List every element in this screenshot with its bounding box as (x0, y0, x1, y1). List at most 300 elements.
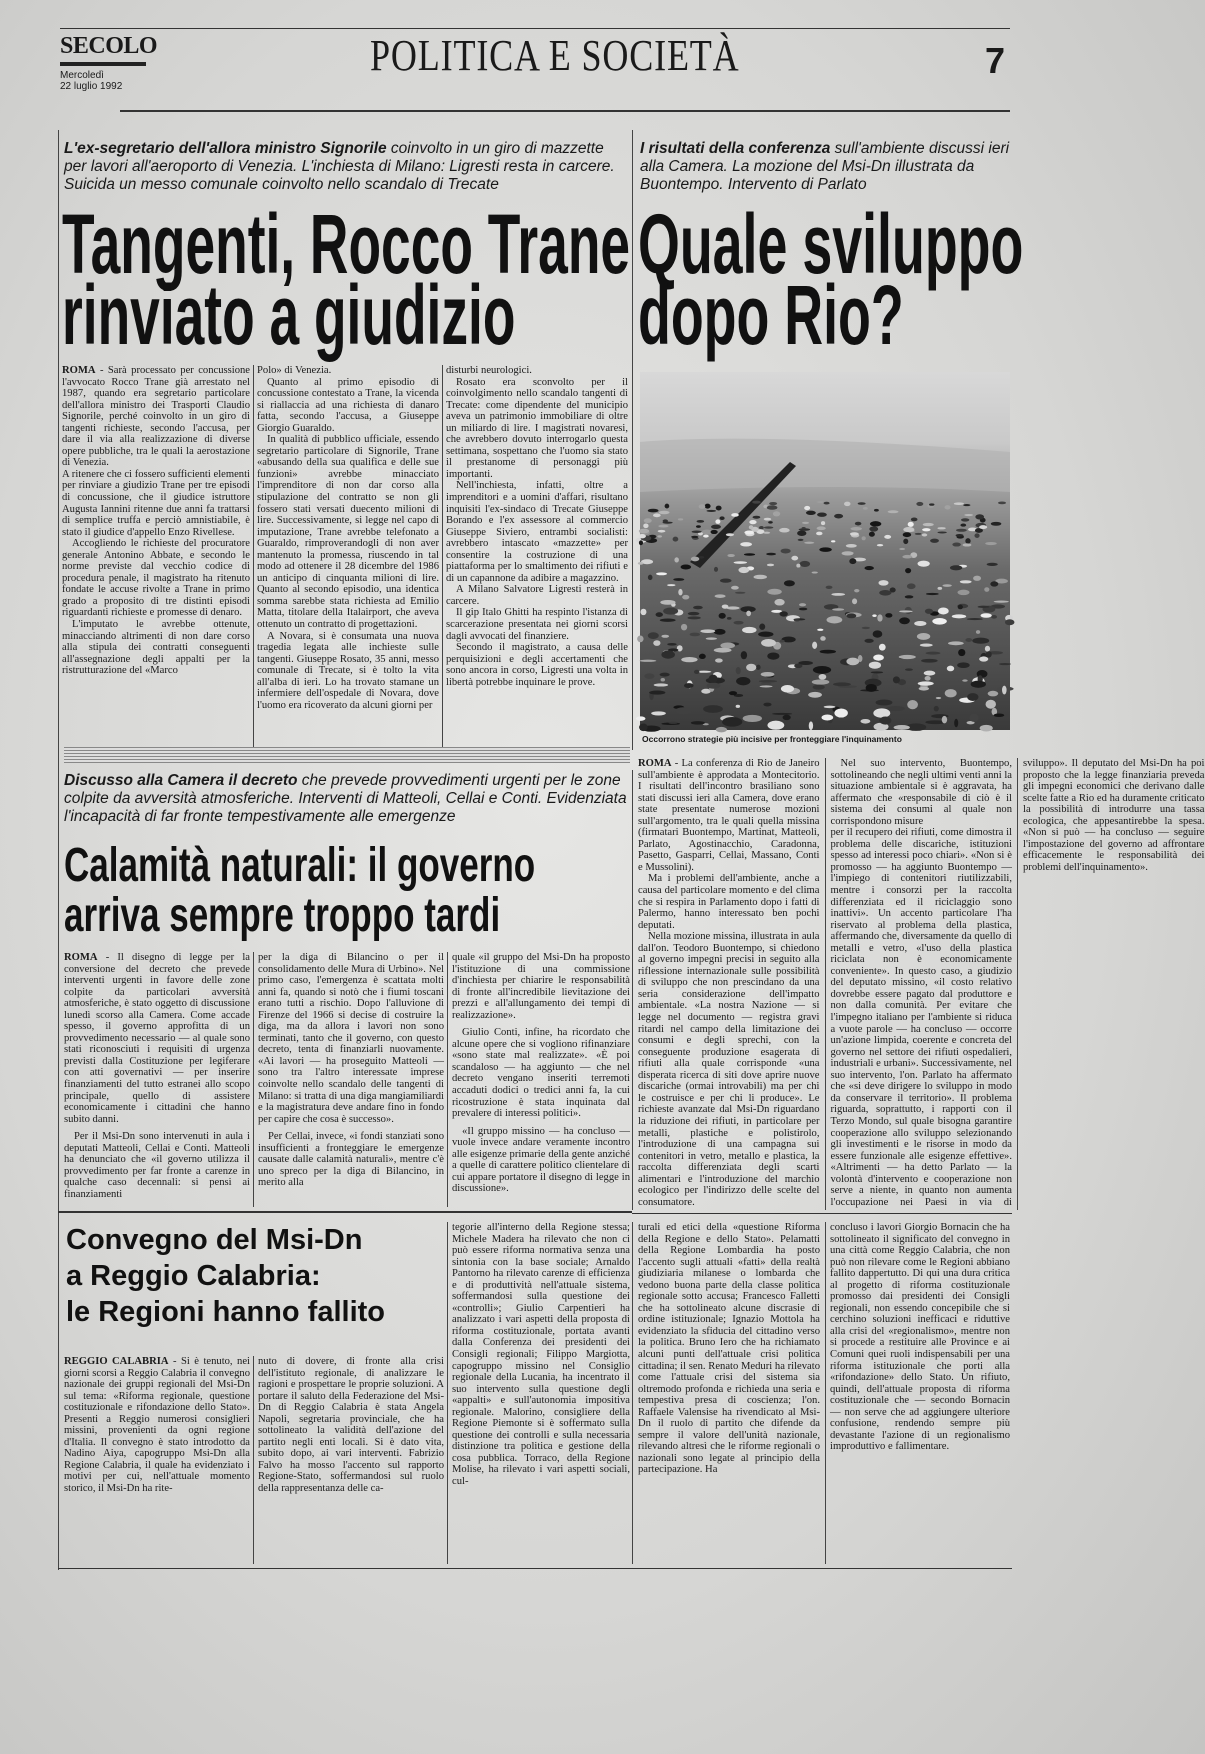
debris-mark (978, 606, 990, 608)
debris-mark (654, 683, 668, 686)
article-trane-headline-2: rinviato a giudizio (62, 268, 516, 362)
section-title: POLITICA E SOCIETÀ (370, 31, 740, 80)
debris-mark (705, 504, 711, 509)
debris-mark (917, 633, 930, 640)
debris-mark (826, 586, 833, 589)
debris-mark (722, 605, 729, 609)
debris-mark (759, 680, 777, 682)
debris-mark (958, 649, 965, 656)
debris-mark (752, 501, 761, 504)
debris-mark (720, 643, 735, 649)
debris-mark (922, 533, 928, 536)
debris-mark (905, 568, 911, 573)
section-stripe-band (64, 747, 630, 763)
debris-mark (746, 611, 751, 617)
debris-mark (663, 608, 678, 615)
debris-mark (936, 697, 941, 699)
debris-mark (999, 663, 1011, 665)
debris-mark (979, 525, 987, 529)
debris-mark (684, 683, 694, 688)
debris-mark (767, 589, 781, 595)
article-rio-para: Ma i problemi dell'ambiente, anche a causa del particolare momento e del clima che si respira in Parlamento dopo i fatti di Palermo, hanno interessato ben pochi deputati. (638, 873, 820, 931)
debris-mark (854, 589, 859, 592)
debris-mark (738, 567, 749, 573)
newspaper-logo: SECOLO (60, 33, 158, 59)
debris-mark (804, 542, 814, 544)
debris-mark (764, 526, 774, 528)
debris-mark (706, 510, 716, 512)
debris-mark (905, 595, 914, 598)
debris-mark (736, 667, 741, 674)
calamita-bottom-rule (58, 1211, 632, 1213)
debris-mark (842, 551, 854, 555)
debris-mark (703, 705, 723, 713)
debris-mark (855, 522, 861, 526)
debris-mark (932, 618, 947, 625)
debris-mark (696, 525, 701, 528)
debris-mark (714, 567, 718, 572)
debris-mark (763, 532, 770, 534)
article-calamita-headline-1: Calamità naturali: il governo (64, 839, 536, 892)
debris-mark (812, 642, 817, 649)
debris-mark (758, 632, 773, 637)
debris-mark (802, 527, 806, 529)
debris-mark (706, 637, 717, 640)
debris-mark (915, 533, 922, 535)
debris-mark (660, 619, 676, 622)
debris-mark (965, 638, 972, 642)
debris-mark (674, 557, 679, 562)
debris-mark (761, 672, 775, 677)
debris-mark (832, 608, 844, 611)
debris-mark (873, 708, 890, 718)
article-calamita-col-1: ROMA - Il disegno di legge per la conversione del decreto che prevede interventi urgenti in favore delle zone colpite da particolari avversità atmosferiche, è stato oggetto di discussione lunedì scorso alla Camera. Come accade spesso, il governo approfitta di un provvedimento necessario — al quale sono stati riconosciuti i requisiti di urgenza previsti dalla Costituzione per legiferare con atti governativi — per inserire finanziamenti del tutto estranei allo scopo principale, quello di assistere economicamente i cittadini che hanno subito danni. Per il Msi-Dn sono intervenuti in aula i deputati Matteoli, Cellai e Conti. Matteoli ha denunciato che «il governo utilizza il provvedimento per far fronte a carenze in qualche caso decennali: si pensi ai finanziamenti (64, 952, 250, 1200)
article-convegno-col-1: REGGIO CALABRIA - Si è tenuto, nei giorni scorsi a Reggio Calabria il convegno nazionale dei gruppi regionali del Msi-Dn sul tema: «Riforma regionale, questione costituzionale e rifondazione dello Stato». Presenti a Reggio numerosi consiglieri missini, provenienti da ogni regione d'Italia. Il convegno è stato introdotto da Nadino Aiya, capogruppo Msi-Dn alla Regione Calabria, il quale ha evidenziato i motivi per cui, nell'attuale momento storico, il Msi-Dn ha rite- (64, 1356, 250, 1495)
debris-mark (988, 691, 999, 697)
debris-mark (643, 523, 648, 528)
debris-mark (714, 629, 726, 635)
debris-mark (767, 564, 774, 567)
column-rule (442, 365, 443, 747)
debris-mark (973, 576, 981, 581)
debris-mark (903, 539, 908, 544)
debris-mark (817, 629, 823, 631)
debris-mark (653, 640, 660, 646)
debris-mark (850, 532, 859, 535)
debris-mark (816, 532, 822, 536)
debris-mark (846, 544, 857, 548)
debris-mark (987, 563, 998, 566)
debris-mark (649, 691, 665, 695)
debris-mark (948, 641, 964, 645)
debris-mark (871, 671, 883, 673)
debris-mark (688, 616, 701, 619)
debris-mark (963, 543, 972, 546)
debris-mark (993, 713, 1004, 716)
debris-mark (726, 533, 734, 536)
debris-mark (844, 502, 850, 507)
debris-mark (764, 518, 772, 521)
debris-mark (714, 648, 732, 653)
debris-mark (886, 706, 905, 711)
debris-mark (821, 521, 825, 525)
article-convegno-col-4: turali ed etici della «questione Riforma della Regione e dello Stato». Pelamatti della Regione Lombardia ha posto l'accento sugli attuali «fatti» della realtà giudiziaria milanese o lombarda che vedono buona parte della classe politica regionale sotto accusa; Francesco Falletti che ha sottolineato alcune discrasie di ordine istituzionale; Ignazio Mottola ha evidenziato la sfiducia del cittadino verso la politica. Bruno Iero che ha richiamato alcuni punti dell'attuale crisi politica cittadina; il sen. Renato Meduri ha rilevato come l'attuale crisi del sistema sia oltremodo profonda e richieda una seria e tempestiva presa di coscienza; l'on. Raffaele Valensise ha rivendicato al Msi-Dn il ruolo di partito che difende da sempre il valore dell'unità nazionale, rilevando altresì che le riforme regionali o nazionali sono legate al principio della partecipazione. Ha (638, 1222, 820, 1476)
debris-mark (639, 660, 656, 662)
debris-mark (831, 540, 835, 542)
debris-mark (743, 715, 762, 722)
article-rio-para: per il recupero dei rifiuti, come dimostra il problema delle discariche, istituzioni spesso ad interessi poco chiari». «Non si è promosso — ha aggiunto Buontempo — l'impiego di contenitori riutilizzabili, mentre i consorzi per la raccolta differenziata ed il riciclaggio sono inattivi». Un accento particolare l'ha riservato al problema della plastica, affermando che, diversamente da quello di metalli e vetro, «l'uso della plastica riciclata non è economicamente conveniente». In questo caso, a giudizio del deputato missino, «il costo relativo dovrebbe essere pagato dal produttore e non dalla comunità. Per evitare che l'impegno italiano per l'ambiente si riduca a vuote parole — ha concluso — occorre un'azione limpida, coerente e concreta del governo nel settore dei rifiuti ospedalieri, industriali e urbani». Successivamente, nel suo intervento, l'on. Parlato ha affermato che «si deve dirigere lo sviluppo in modo da conservare il territorio». Il problema riguarda, soprattutto, i rapporti con il Terzo Mondo, sul quale bisogna garantire cooperazione allo sviluppo selezionando gli investimenti e le risorse in modo da essere funzionale alle esigenze effettive». «Altrimenti — ha detto Parlato — la volontà d'intervento e cooperazione non serve a niente, in quanto non aumenta l'occupazione nei Paesi in via di sviluppo». Il deputato del Msi-Dn ha poi proposto che la legge finanziaria preveda gli impegni economici che derivano dalle scelte fatte a Rio ed ha duramente criticato la possibilità di introdurre una tassa ecologica, che appesantirebbe la spesa. «Non si può — ha concluso — seguire l'impostazione del governo ad affrontare efficacemente le responsabilità dei problemi dell'inquinamento». (830, 758, 1205, 1208)
debris-mark (744, 553, 755, 556)
article-calamita-headline-2: arriva sempre troppo tardi (64, 889, 501, 942)
debris-mark (744, 530, 754, 534)
debris-mark (950, 565, 962, 570)
debris-mark (802, 522, 809, 524)
debris-mark (979, 656, 988, 661)
debris-mark (833, 682, 851, 686)
debris-mark (700, 629, 715, 633)
debris-mark (694, 670, 700, 674)
debris-mark (980, 613, 991, 618)
debris-mark (869, 662, 881, 669)
page-bottom-rule (58, 1568, 1012, 1569)
debris-mark (719, 613, 726, 619)
debris-mark (813, 685, 825, 690)
debris-mark (673, 537, 679, 542)
article-convegno-col-3: tegorie all'interno della Regione stessa; Michele Madera ha rilevato che non ci può essere riforma normativa senza una sintonia con la base sociale; Arnaldo Pantorno ha rilevato carenze di efficienza e di produttività nell'attuale sistema, soffermandosi sulla questione dei «controlli»; Giulio Carpentieri ha analizzato i vari aspetti della proposta di riforma costituzionale, portata avanti dalla Conferenza dei presidenti dei Consigli regionali; Filippo Margiotta, capogruppo missino nel Consiglio regionale della Lucania, ha incentrato il suo intervento sulla questione degli «appalti» e sull'autonomia impositiva regionale. Malorino, consigliere della Regione Piemonte si è soffermato sulla questione dei controlli e sulla necessaria distinzione tra politica e gestione della cosa pubblica. Torraco, della Regione Molise, ha rilevato i vari aspetti sociali, cul- (452, 1222, 630, 1488)
debris-mark (876, 699, 893, 705)
debris-mark (681, 624, 687, 631)
debris-mark (885, 613, 892, 617)
debris-mark (942, 716, 947, 724)
column-rule (447, 952, 448, 1207)
top-rule (60, 28, 1010, 29)
debris-mark (863, 507, 868, 510)
debris-mark (693, 606, 703, 610)
debris-mark (873, 654, 884, 660)
column-rule (825, 1222, 826, 1564)
debris-mark (916, 502, 923, 506)
debris-mark (984, 587, 989, 592)
debris-mark (986, 700, 996, 709)
debris-mark (763, 703, 771, 707)
debris-mark (742, 627, 757, 633)
debris-mark (759, 624, 765, 630)
debris-mark (809, 721, 813, 730)
debris-mark (703, 535, 709, 538)
debris-mark (657, 535, 662, 537)
debris-mark (781, 685, 794, 692)
debris-mark (869, 532, 875, 537)
debris-mark (937, 587, 942, 590)
debris-mark (817, 513, 827, 517)
debris-mark (860, 719, 870, 724)
debris-mark (902, 555, 912, 559)
debris-mark (653, 513, 661, 517)
debris-mark (794, 664, 802, 669)
debris-mark (772, 713, 792, 715)
debris-mark (741, 651, 747, 659)
debris-mark (899, 617, 910, 624)
debris-mark (903, 532, 911, 537)
debris-mark (659, 511, 670, 515)
debris-mark (921, 659, 938, 663)
article-calamita-kicker: Discusso alla Camera il decreto che prevede provvedimenti urgenti per le zone colpite da avversità atmosferiche. Interventi di Matteoli, Cellai e Conti. Evidenziata l'incapacità di far fronte tempestivamente alle emergenze (64, 772, 627, 825)
debris-mark (690, 633, 701, 637)
debris-mark (731, 586, 739, 590)
debris-mark (894, 725, 910, 730)
convegno-top-rule (632, 1213, 1012, 1214)
column-rule (253, 952, 254, 1207)
debris-mark (727, 617, 732, 620)
debris-mark (937, 531, 946, 533)
debris-mark (699, 556, 704, 559)
debris-mark (697, 520, 705, 523)
debris-mark (773, 511, 780, 516)
debris-mark (678, 518, 683, 520)
debris-mark (740, 542, 752, 546)
debris-mark (879, 590, 891, 596)
debris-mark (873, 630, 883, 637)
article-rio-kicker: I risultati della conferenza sull'ambiente discussi ieri alla Camera. La mozione del Msi-Dn illustrata da Buontempo. Intervento di Parlato (640, 140, 1010, 193)
debris-mark (699, 654, 706, 659)
debris-mark (869, 526, 878, 531)
debris-mark (907, 583, 916, 589)
debris-mark (648, 575, 653, 580)
debris-mark (796, 564, 800, 568)
debris-mark (639, 724, 648, 732)
debris-mark (660, 673, 670, 677)
debris-mark (667, 584, 675, 586)
debris-mark (774, 599, 784, 606)
debris-mark (662, 522, 672, 524)
debris-mark (668, 722, 677, 724)
debris-mark (812, 571, 818, 573)
debris-mark (781, 549, 791, 554)
debris-mark (767, 505, 778, 509)
debris-mark (661, 650, 675, 658)
debris-mark (769, 502, 777, 505)
debris-mark (965, 538, 970, 544)
article-trane-col-3: disturbi neurologici. Rosato era sconvolto per il coinvolgimento nello scandalo tangenti di Trecate: come dipendente del municipio aveva un patrimonio immobiliare di oltre un miliardo di lire. I magistrati novaresi, che avrebbero dovuto interrogarlo questa settimana, sospettano che l'uomo sia stato il prestanome di personaggi più importanti. Nell'inchiesta, infatti, oltre a imprenditori e a uomini d'affari, risultano inquisiti l'ex-sindaco di Trecate Giuseppe Borando e l'ex assessore al commercio Giuseppe Siviero, entrambi socialisti: avrebbero intascato «mazzette» per consentire la costruzione di una piattaforma per lo smaltimento dei rifiuti e di un capannone da adibire a magazzino. A Milano Salvatore Ligresti resterà in carcere. Il gip Italo Ghitti ha respinto l'istanza di scarcerazione presentata nei giorni scorsi dagli avvocati del finanziere. Secondo il magistrato, a causa delle perquisizioni e degli accertamenti che sono ancora in corso, Ligresti una volta in libertà potrebbe inquinare le prove. (446, 365, 628, 688)
debris-mark (930, 539, 939, 543)
debris-mark (736, 677, 750, 685)
debris-mark (960, 580, 972, 583)
debris-mark (678, 589, 682, 595)
debris-mark (715, 594, 726, 598)
debris-mark (919, 687, 929, 691)
debris-mark (903, 527, 914, 532)
debris-mark (905, 668, 913, 671)
debris-mark (797, 530, 806, 535)
debris-mark (820, 650, 836, 654)
debris-mark (849, 558, 856, 564)
debris-mark (798, 539, 804, 541)
debris-mark (947, 666, 954, 672)
debris-mark (938, 607, 949, 614)
article-rio-para: Nel suo intervento, Buontempo, sottolineando che negli ultimi venti anni la situazione ambientale si è aggravata, ha affermato che «responsabile di ciò è il sistema dei consumi al quale non corrispondono misure (830, 758, 1012, 827)
debris-mark (648, 632, 659, 639)
debris-mark (945, 689, 957, 697)
article-rio-headline-2: dopo Rio? (638, 268, 904, 362)
debris-mark (688, 612, 700, 615)
debris-mark (734, 561, 747, 564)
debris-mark (986, 651, 992, 657)
debris-mark (656, 572, 667, 575)
debris-mark (767, 652, 779, 659)
debris-mark (957, 662, 969, 668)
debris-mark (967, 693, 978, 701)
debris-mark (783, 715, 791, 720)
debris-mark (962, 679, 967, 681)
debris-mark (806, 511, 816, 515)
article-rio-para: Nella mozione missina, illustrata in aula dall'on. Teodoro Buontempo, si chiedono al governo impegni precisi in seguito alla riflessione internazionale sulle possibilità di sviluppo che non prescindano da una seria considerazione dell'impatto ambientale. «La nostra Nazione — si legge nel documento — registra gravi ritardi nel campo della limitazione dei consumi e degli sprechi, con la conseguente produzione esagerata di rifiuti alla quale corrisponde «una disperata ricerca di siti dove aprire nuove discariche (ormai introvabili) ma per chi le costruisce e per chi li produce». Le richieste avanzate dal Msi-Dn riguardano la riduzione dei rifiuti, in particolare per metalli, plastiche e polistirolo, l'introduzione di una campagna sui contenitori in vetro, metallo e plastica, la raccolta differenziata degli scarti alimentari e l'introduzione del marchio ecologico per l'indirizzo delle scelte del consumatore. (638, 931, 820, 1208)
debris-mark (926, 593, 939, 595)
debris-mark (918, 561, 930, 567)
debris-mark (994, 601, 1009, 603)
debris-mark (794, 619, 800, 621)
debris-mark (864, 639, 873, 643)
debris-mark (1002, 686, 1007, 695)
debris-mark (691, 557, 699, 562)
debris-mark (925, 676, 931, 681)
debris-mark (711, 525, 721, 529)
debris-mark (720, 516, 725, 520)
debris-mark (791, 556, 798, 561)
debris-mark (874, 509, 879, 512)
debris-mark (944, 505, 950, 509)
debris-mark (673, 578, 684, 581)
article-trane-col-1: ROMA - Sarà processato per concussione l'avvocato Rocco Trane già arrestato nel 1987, quando era segretario particolare dell'allora ministro dei Trasporti Claudio Signorile, perché coinvolto in un giro di tangenti richieste, secondo l'accusa, per dare il via alla realizzazione di diverse opere pubbliche, tra le quali la aerostazione di Venezia. A ritenere che ci fossero sufficienti elementi per rinviare a giudizio Trane per tre episodi di concussione, che il giudice istruttore Augusta Iannini ritenne due anni fa trattarsi di semplice truffa e perciò amnistiabile, è stato il giudice d'appello Enzo Rivellese. Accogliendo le richieste del procuratore generale Antonino Abbate, e secondo le norme previste dal vecchio codice di procedura penale, il magistrato ha ritenuto fondate le accuse rivolte a Trane in primo grado a proposito di tre distinti episodi riguardanti richieste e promesse di denaro. L'imputato le avrebbe ottenute, minacciando altrimenti di non dare corso alla stipula dei contratti conseguenti all'assegnazione degli appalti per la ristrutturazione del «Marco (62, 365, 250, 677)
debris-mark (907, 700, 918, 709)
debris-mark (715, 658, 723, 662)
debris-mark (961, 518, 969, 521)
debris-mark (733, 621, 743, 625)
debris-mark (760, 685, 773, 687)
debris-mark (681, 565, 692, 570)
debris-mark (722, 717, 742, 727)
debris-mark (954, 719, 958, 728)
article-rio-headline-1: Quale sviluppo (638, 197, 1024, 291)
debris-mark (998, 501, 1006, 504)
debris-mark (908, 522, 914, 527)
debris-mark (824, 706, 836, 708)
debris-mark (834, 708, 847, 717)
article-trane-kicker: L'ex-segretario dell'allora ministro Signorile coinvolto in un giro di mazzette per lavori all'aeroporto di Venezia. L'inchiesta di Milano: Ligresti resta in carcere. Suicida un messo comunale coinvolto nello scandalo di Trecate (64, 140, 615, 193)
debris-mark (735, 592, 746, 594)
debris-mark (870, 521, 881, 526)
debris-mark (691, 536, 698, 538)
debris-mark (784, 580, 795, 586)
debris-mark (638, 562, 644, 565)
debris-mark (692, 531, 702, 533)
article-rio-body (638, 758, 1205, 1210)
debris-mark (660, 600, 675, 605)
debris-mark (964, 514, 973, 516)
article-divider (632, 130, 633, 750)
debris-mark (1005, 619, 1014, 625)
date: 22 luglio 1992 (60, 81, 123, 92)
debris-mark (727, 554, 734, 557)
debris-mark (884, 535, 891, 539)
debris-mark (899, 610, 913, 612)
article-rio-para: ROMA - La conferenza di Rio de Janeiro sull'ambiente è approdata a Montecitorio. I risultati dell'incontro brasiliano sono stati discussi ieri alla Camera, dove erano state presentate numerose mozioni sull'argomento, tra le quali quella missina (firmatari Buontempo, Martinat, Matteoli, Parlato, Agostinacchio, Caradonna, Pasetto, Gasparri, Cellai, Massano, Conti e Mussolini). (638, 758, 820, 873)
debris-mark (877, 614, 882, 621)
debris-mark (749, 525, 754, 529)
debris-mark (877, 544, 883, 546)
debris-mark (934, 706, 939, 712)
debris-mark (766, 553, 776, 556)
debris-mark (804, 506, 810, 510)
debris-mark (759, 526, 764, 529)
debris-mark (963, 504, 970, 506)
column-rule (253, 1356, 254, 1564)
debris-mark (682, 595, 689, 600)
debris-mark (879, 717, 891, 725)
debris-mark (661, 678, 665, 682)
debris-mark (872, 614, 876, 617)
debris-mark (675, 707, 691, 714)
debris-mark (952, 543, 961, 547)
debris-mark (729, 691, 737, 695)
debris-mark (878, 580, 888, 586)
debris-mark (926, 652, 941, 655)
debris-mark (924, 671, 936, 676)
debris-mark (960, 523, 966, 526)
debris-mark (956, 534, 964, 537)
debris-mark (820, 636, 826, 641)
debris-mark (819, 547, 831, 551)
debris-mark (767, 721, 784, 730)
debris-mark (779, 528, 790, 533)
debris-mark (716, 506, 722, 511)
debris-mark (850, 527, 862, 531)
debris-mark (665, 504, 670, 509)
debris-mark (779, 611, 787, 616)
debris-mark (709, 675, 718, 683)
column-rule (632, 1222, 633, 1564)
debris-mark (957, 590, 969, 595)
debris-mark (817, 526, 826, 530)
logo-bar (60, 62, 146, 66)
debris-mark (813, 666, 831, 674)
debris-mark (846, 613, 856, 618)
debris-mark (991, 522, 1002, 526)
debris-mark (711, 530, 718, 534)
article-convegno-col-5: concluso i lavori Giorgio Bornacin che ha sottolineato il significato del convegno in una città come Reggio Calabria, che non può non rilevare come le Regioni abbiano fallito dappertutto. Di qui una dura critica al progetto di riforma costituzionale promosso dai presidenti dei Consigli regionali, non essendo concepibile che si cerchino soluzioni inefficaci e riduttive alla crisi del «regionalismo», mentre non si procede a restituire alle Province e ai Comuni quei ruoli indispensabili per una riforma istituzionale che porti alla «rifondazione» dello Stato. Un rifiuto, quindi, dell'attuale proposta di riforma costituzionale che — secondo Bornacin — non serve che ad aggiungere ulteriore confusione, rendendo sempre più devastante l'azione di un regionalismo improduttivo e fallimentare. (830, 1222, 1010, 1453)
pollution-photo (640, 372, 1010, 730)
debris-mark (958, 605, 963, 610)
issue-date (60, 70, 122, 92)
debris-mark (972, 638, 989, 644)
weekday: Mercoledì (60, 70, 104, 81)
debris-mark (800, 561, 811, 567)
photo-caption: Occorrono strategie più incisive per fronteggiare l'inquinamento (642, 734, 902, 744)
debris-mark (925, 609, 933, 614)
debris-mark (858, 502, 866, 505)
box-right-border (632, 770, 633, 1210)
debris-mark (985, 646, 990, 652)
debris-mark (985, 542, 997, 545)
debris-mark (640, 609, 646, 615)
debris-mark (667, 643, 677, 646)
debris-mark (644, 673, 654, 679)
debris-mark (975, 514, 984, 519)
debris-mark (707, 683, 721, 689)
debris-mark (918, 681, 934, 685)
debris-mark (952, 614, 967, 618)
debris-mark (991, 615, 997, 619)
debris-mark (699, 504, 706, 509)
